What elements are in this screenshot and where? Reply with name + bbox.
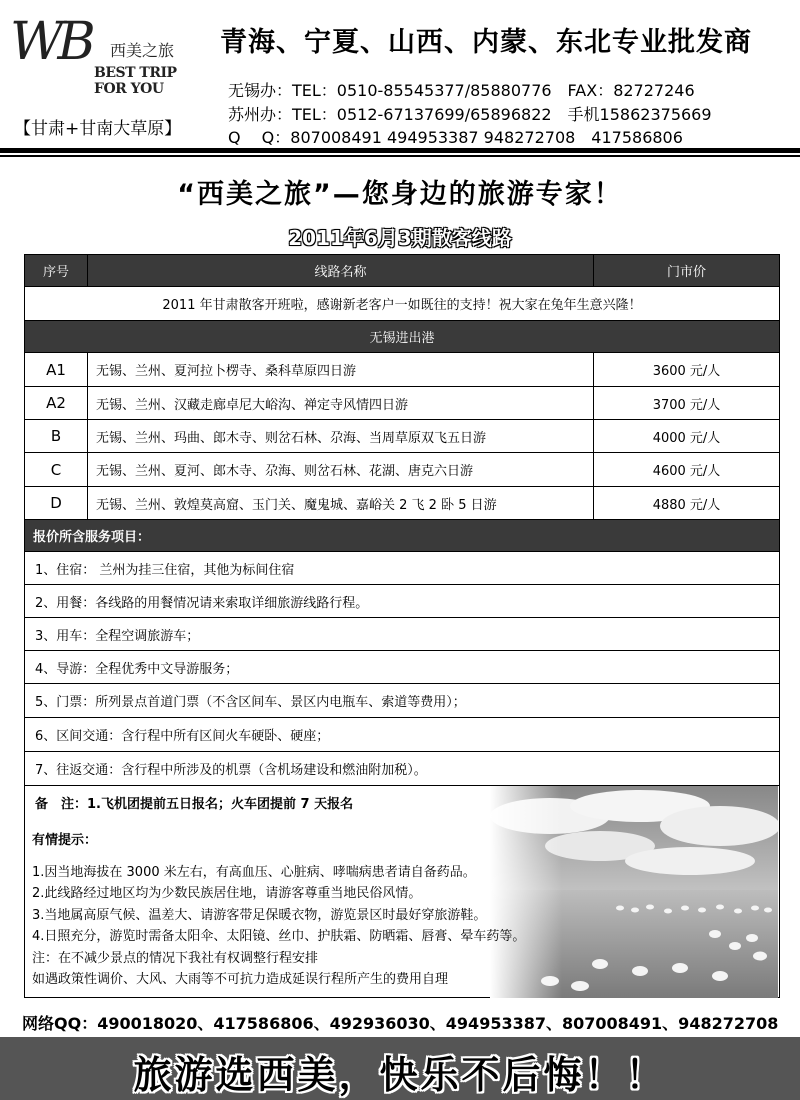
- list-item: 7、往返交通：含行程中所涉及的机票（含机场建设和燃油附加税）。: [25, 752, 779, 786]
- list-item: 5、门票：所列景点首道门票（不含区间车、景区内电瓶车、索道等费用）；: [25, 684, 779, 718]
- contact-qq: Q Q：807008491 494953387 948272708 417586806: [228, 128, 683, 147]
- route-code: A2: [25, 387, 88, 419]
- route-tag: 【甘肃+甘南大草原】: [14, 119, 182, 139]
- qq-line: 网络QQ：490018020、417586806、492936030、494953387、807008491、948272708: [22, 1014, 779, 1033]
- notice-text: 2011 年甘肃散客开班啦，感谢新老客户一如既往的支持！祝大家在兔年生意兴隆！: [162, 298, 642, 313]
- route-name: 无锡、兰州、夏河、郎木寺、尕海、则岔石林、花湖、唐克六日游: [88, 453, 594, 486]
- route-code: C: [25, 453, 88, 486]
- grassland-photo: [490, 786, 778, 998]
- table-row: [25, 453, 779, 487]
- list-item: 3.当地属高原气候、温差大、请游客带足保暖衣物，游览景区时最好穿旅游鞋。: [32, 907, 487, 923]
- list-item: 3、用车：全程空调旅游车；: [25, 618, 779, 651]
- header-divider-thick: [0, 148, 800, 153]
- route-price: 4600 元/人: [652, 464, 721, 479]
- table-row: [25, 353, 779, 387]
- route-price: 4000 元/人: [652, 430, 721, 446]
- route-name: 无锡、兰州、夏河拉卜楞寺、桑科草原四日游: [88, 353, 594, 386]
- table-row: [25, 387, 779, 420]
- services-header-row: [25, 520, 779, 552]
- route-code: B: [25, 420, 88, 452]
- list-item: 2.此线路经过地区均为少数民族居住地，请游客尊重当地民俗风情。: [32, 886, 422, 901]
- slogan: “西美之旅”—您身边的旅游专家！: [177, 179, 623, 210]
- logo: [10, 12, 195, 97]
- brand-name-cn: 西美之旅: [110, 41, 175, 60]
- logo-letters: WB: [10, 12, 90, 72]
- route-code: A1: [25, 353, 88, 386]
- contact-wuxi: 无锡办：TEL：0510-85545377/85880776 FAX：82727246: [228, 81, 695, 100]
- route-code: D: [25, 487, 88, 519]
- header-code: 序号: [25, 255, 88, 286]
- tips-section: [32, 830, 525, 991]
- list-item: 注：在不减少景点的情况下我社有权调整行程安排: [32, 950, 319, 966]
- list-item: 4、导游：全程优秀中文导游服务；: [25, 651, 779, 684]
- header: [0, 0, 800, 158]
- section-row: [25, 321, 779, 353]
- route-price: 3700 元/人: [652, 397, 721, 413]
- brand-name-en: BEST TRIP FOR YOU: [94, 65, 177, 97]
- list-item: 4.日照充分，游览时需备太阳伞、太阳镜、丝巾、护肤霜、防晒霜、唇膏、晕车药等。: [32, 929, 526, 944]
- services-title: 报价所含服务项目：: [33, 530, 151, 545]
- table-row: [25, 487, 779, 520]
- section-title: 无锡进出港: [369, 331, 435, 346]
- list-item: 2、用餐：各线路的用餐情况请来索取详细旅游线路行程。: [25, 585, 779, 618]
- page-headline: 青海、宁夏、山西、内蒙、东北专业批发商: [220, 27, 752, 58]
- remark-text: 备 注：1.飞机团提前五日报名；火车团提前 7 天报名: [35, 796, 354, 812]
- route-price: 4880 元/人: [652, 497, 721, 513]
- notice-row: [25, 287, 779, 321]
- footer-slogan: 旅游选西美，快乐不后悔！！: [133, 1053, 667, 1097]
- header-price: 门市价: [666, 265, 706, 280]
- route-price: 3600 元/人: [652, 364, 721, 379]
- list-item: 6、区间交通：含行程中所有区间火车硬卧、硬座；: [25, 718, 779, 752]
- route-name: 无锡、兰州、汉藏走廊卓尼大峪沟、禅定寺风情四日游: [88, 387, 594, 419]
- route-name: 无锡、兰州、敦煌莫高窟、玉门关、魔鬼城、嘉峪关 2 飞 2 卧 5 日游: [88, 487, 594, 519]
- table-row: [25, 420, 779, 453]
- page-subtitle: 2011年6月3期散客线路: [288, 226, 512, 250]
- contact-suzhou: 苏州办：TEL：0512-67137699/65896822 手机15862375669: [228, 105, 712, 124]
- list-item: 如遇政策性调价、大风、大雨等不可抗力造成延误行程所产生的费用自理: [32, 972, 449, 987]
- tips-title: 有情提示：: [32, 833, 98, 848]
- list-item: 1、住宿： 兰州为挂三住宿，其他为标间住宿: [25, 552, 779, 585]
- route-name: 无锡、兰州、玛曲、郎木寺、则岔石林、尕海、当周草原双飞五日游: [88, 420, 594, 452]
- header-route-name: 线路名称: [88, 255, 594, 286]
- table-header-row: [25, 255, 779, 287]
- header-divider-thin: [0, 155, 800, 157]
- list-item: 1.因当地海拔在 3000 米左右，有高血压、心脏病、哮喘病患者请自备药品。: [32, 864, 476, 880]
